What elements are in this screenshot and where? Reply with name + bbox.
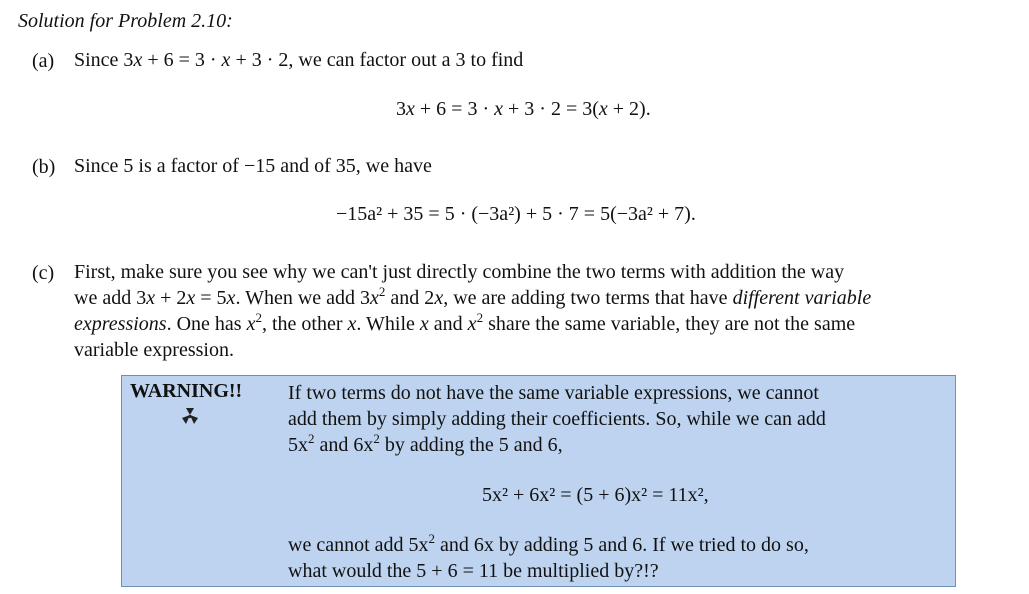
warning-box [121,375,956,587]
warning-line4: we cannot add $5x^2$ and 6x by adding 5 and 6. If we tried to do so, [288,531,809,556]
part-a-text: Since 3x + 6 = 3 · x + 3 · 2, we can factor out a 3 to find [74,49,524,71]
part-b-label: (b) [32,156,56,178]
warning-equation: 5x² + 6x² = (5 + 6)x² = 11x², [482,484,709,506]
part-c-label: (c) [32,262,55,284]
part-c-line3: expressions. One has $x^2$, the other x. While x and $x^2$ share the same variable, they are not the same [74,310,856,335]
warning-line1: If two terms do not have the same variable expressions, we cannot [288,382,819,404]
solution-title: Solution for Problem 2.10: [18,10,233,32]
part-c-line4: variable expression. [74,339,234,361]
part-c-line2: we add 3x + 2x = 5x. When we add $3x^2$ and 2x, we are adding two terms that have different variable [74,284,872,309]
part-a-label: (a) [32,50,55,72]
warning-line2: add them by simply adding their coefficients. So, while we can add [288,408,826,430]
warning-line5: what would the 5 + 6 = 11 be multiplied by?!? [288,560,659,582]
part-b-equation: −15a² + 35 = 5 · (−3a²) + 5 · 7 = 5(−3a² + 7). [336,203,696,225]
part-a-equation: 3x + 6 = 3 · x + 3 · 2 = 3(x + 2). [396,98,651,120]
part-b-text: Since 5 is a factor of −15 and of 35, we have [74,155,432,177]
part-c-line1: First, make sure you see why we can't just directly combine the two terms with addition the way [74,261,845,283]
warning-line3: $5x^2$ and $6x^2$ by adding the 5 and 6, [288,431,563,456]
radiation-icon [180,408,200,431]
warning-heading: WARNING!! [130,380,243,402]
